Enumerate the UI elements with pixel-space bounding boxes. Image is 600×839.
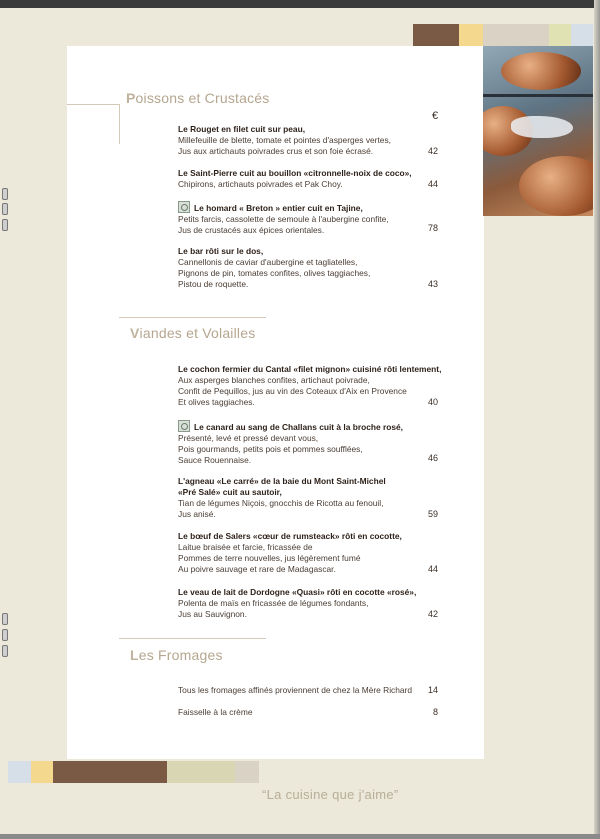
- currency-symbol: €: [432, 110, 439, 122]
- cheese-item: [178, 707, 438, 717]
- bottom-color-block-brown: [53, 761, 167, 783]
- dish-name: Le Saint-Pierre cuit au bouillon «citronnelle-noix de coco»,: [178, 168, 412, 178]
- chef-specialty-icon: [178, 420, 190, 432]
- top-color-block-olive: [549, 24, 571, 46]
- dish-price: 42: [427, 609, 438, 619]
- top-color-block-yellow: [459, 24, 483, 46]
- cheese-item-text: Tous les fromages affinés proviennent de chez la Mère Richard: [178, 685, 413, 695]
- dish-name: Le cochon fermier du Cantal «filet mignon» cuisiné rôti lentement,: [178, 364, 442, 374]
- binder-hole: [2, 203, 8, 215]
- chef-specialty-icon: [178, 201, 190, 213]
- cheese-item-price: 14: [427, 685, 438, 695]
- dish-homard: Le homard « Breton » entier cuit en Tajine, Petits farcis, cassolette de semoule à l'aubergine confite, Jus de crustacés aux épices orientales. 78: [178, 203, 438, 235]
- copper-pans-photo: [483, 46, 593, 216]
- dish-price: 44: [427, 179, 438, 189]
- dish-cochon: Le cochon fermier du Cantal «filet mignon» cuisiné rôti lentement, Aux asperges blanches confites, artichaut poivrade, Confit de Pequillos, jus au vin des Coteaux d'Aix en Provence Et olives taggiaches. 40: [178, 364, 442, 407]
- top-color-block-sky: [571, 24, 593, 46]
- dish-price: 59: [427, 509, 438, 519]
- tagline: “La cuisine que j'aime”: [262, 787, 399, 802]
- dish-boeuf: Le bœuf de Salers «cœur de rumsteack» rôti en cocotte, Laitue braisée et farcie, fricassée de Pommes de terre nouvelles, jus légèrement fumé Au poivre sauvage et rare de Madagascar. 44: [178, 531, 438, 574]
- dish-name: L'agneau «Le carré» de la baie du Mont Saint-Michel: [178, 476, 386, 486]
- dish-name: Le homard « Breton » entier cuit en Tajine,: [194, 203, 363, 213]
- binder-hole: [2, 645, 8, 657]
- section-title-meat: Viandes et Volailles: [130, 325, 256, 341]
- section-rule: [119, 104, 120, 144]
- cheese-item-text: Faisselle à la crème: [178, 707, 253, 717]
- bottom-color-block-khaki: [167, 761, 235, 783]
- dish-rouget: Le Rouget en filet cuit sur peau, Millefeuille de blette, tomate et pointes d'asperges vertes, Jus aux artichauts poivrades crus et son foie écrasé. 42: [178, 124, 438, 156]
- dish-price: 46: [427, 453, 438, 463]
- dish-name: Le canard au sang de Challans cuit à la broche rosé,: [194, 422, 403, 432]
- binder-hole: [2, 613, 8, 625]
- binder-hole: [2, 219, 8, 231]
- binder-hole: [2, 629, 8, 641]
- dish-name: Le Rouget en filet cuit sur peau,: [178, 124, 306, 134]
- dish-price: 42: [427, 146, 438, 156]
- bottom-color-block-yellow: [31, 761, 53, 783]
- section-rule: [119, 317, 266, 318]
- scan-edge-right: [594, 0, 600, 839]
- dish-veau: Le veau de lait de Dordogne «Quasi» rôti en cocotte «rosé», Polenta de maïs en fricassée de légumes fondants, Jus au Sauvignon. 42: [178, 587, 438, 619]
- dish-agneau: L'agneau «Le carré» de la baie du Mont Saint-Michel «Pré Salé» cuit au sautoir, Tian de légumes Niçois, gnocchis de Ricotta au fenouil, Jus anisé. 59: [178, 476, 438, 519]
- dish-price: 78: [427, 223, 438, 233]
- binder-hole: [2, 188, 8, 200]
- cheese-item-price: 8: [432, 707, 438, 717]
- dish-canard: Le canard au sang de Challans cuit à la broche rosé, Présenté, levé et pressé devant vous, Pois gourmands, petits pois et pommes soufflées, Sauce Rouennaise. 46: [178, 422, 438, 465]
- dish-bar: Le bar rôti sur le dos, Cannellonis de caviar d'aubergine et tagliatelles, Pignons de pin, tomates confites, olives taggiaches, Pistou de roquette. 43: [178, 246, 438, 289]
- bottom-color-block-sky: [8, 761, 31, 783]
- dish-price: 44: [427, 564, 438, 574]
- section-rule: [67, 104, 119, 105]
- section-rule: [119, 638, 266, 639]
- dish-price: 40: [427, 397, 438, 407]
- dish-name: Le bœuf de Salers «cœur de rumsteack» rôti en cocotte,: [178, 531, 402, 541]
- section-title-fish: Poissons et Crustacés: [126, 90, 270, 106]
- scan-edge-top: [0, 0, 600, 8]
- dish-price: 43: [427, 279, 438, 289]
- dish-name: Le bar rôti sur le dos,: [178, 246, 264, 256]
- dish-name-continued: «Pré Salé» cuit au sautoir,: [178, 487, 282, 497]
- section-title-cheese: Les Fromages: [130, 647, 223, 663]
- cheese-item: [178, 685, 438, 695]
- dish-saint-pierre: Le Saint-Pierre cuit au bouillon «citronnelle-noix de coco», Chipirons, artichauts poivrades et Pak Choy. 44: [178, 168, 438, 189]
- top-color-block-sand: [483, 24, 549, 46]
- scan-edge-bottom: [0, 834, 600, 839]
- top-color-block-brown: [413, 24, 459, 46]
- dish-name: Le veau de lait de Dordogne «Quasi» rôti en cocotte «rosé»,: [178, 587, 417, 597]
- bottom-color-block-sand: [235, 761, 259, 783]
